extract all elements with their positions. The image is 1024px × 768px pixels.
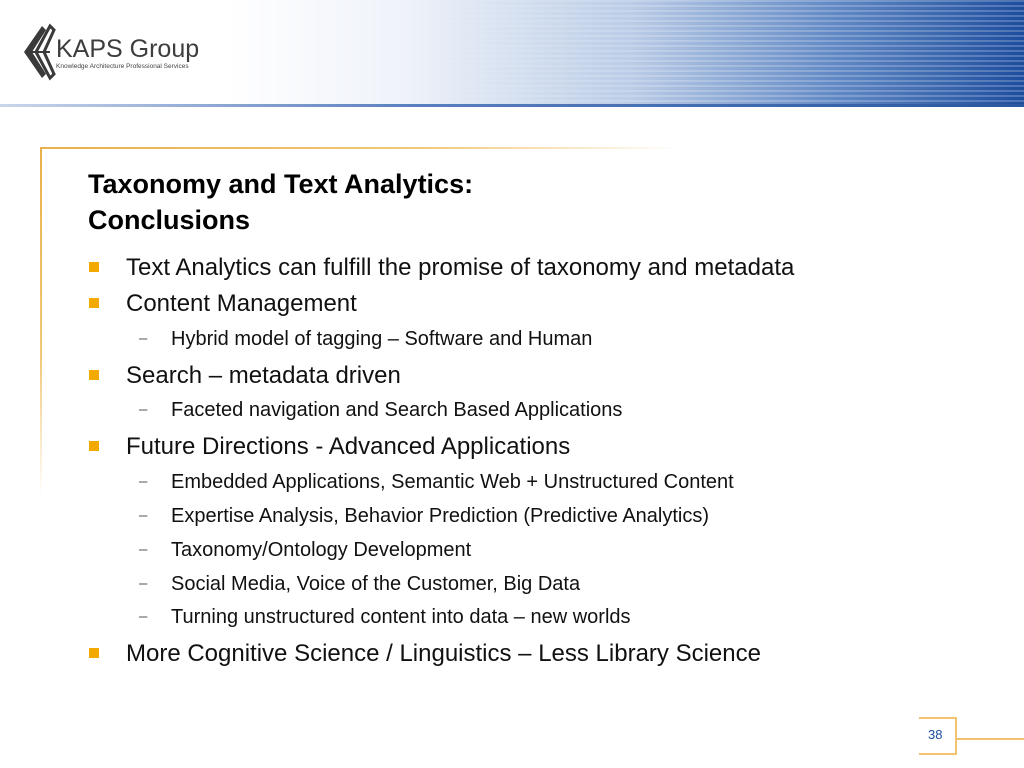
bullet-text: Future Directions - Advanced Applications	[126, 433, 571, 460]
sub-bullet-item	[139, 328, 593, 351]
bullet-item	[126, 254, 794, 282]
bullet-item	[126, 433, 570, 461]
kaps-logo	[20, 22, 220, 82]
kaps-chevron-icon	[20, 22, 60, 82]
bullet-item	[126, 640, 761, 668]
sub-bullet-item	[139, 471, 734, 494]
logo-name: KAPS Group	[56, 35, 200, 63]
bullet-square-icon	[89, 648, 99, 658]
dash-icon: –	[139, 507, 148, 524]
sub-bullet-item	[139, 573, 581, 596]
slide-title-line-1: Taxonomy and Text Analytics:	[88, 169, 474, 199]
bullet-text: Content Management	[126, 290, 357, 317]
sub-bullet-text: Expertise Analysis, Behavior Prediction (Predictive Analytics)	[171, 505, 710, 527]
sub-bullet-item	[139, 399, 623, 422]
frame-top-line	[40, 147, 680, 149]
sub-bullet-text: Hybrid model of tagging – Software and Human	[171, 328, 593, 350]
page-number-line	[957, 738, 1024, 740]
bullet-square-icon	[89, 441, 99, 451]
bullet-square-icon	[89, 298, 99, 308]
sub-bullet-text: Social Media, Voice of the Customer, Big Data	[171, 573, 581, 595]
bullet-item	[126, 362, 401, 390]
bullet-square-icon	[89, 370, 99, 380]
dash-icon: –	[139, 330, 148, 347]
bullet-text: Search – metadata driven	[126, 362, 401, 389]
sub-bullet-item	[139, 606, 631, 629]
header-divider	[0, 104, 1024, 107]
dash-icon: –	[139, 541, 148, 558]
bullet-square-icon	[89, 262, 99, 272]
sub-bullet-text: Taxonomy/Ontology Development	[171, 539, 472, 561]
logo-tagline: Knowledge Architecture Professional Services	[56, 63, 189, 70]
dash-icon: –	[139, 473, 148, 490]
sub-bullet-item	[139, 539, 472, 562]
slide-title-line-2: Conclusions	[88, 205, 251, 235]
header-stripes	[384, 0, 1024, 106]
page-number: 38	[928, 727, 943, 742]
dash-icon: –	[139, 401, 148, 418]
sub-bullet-text: Embedded Applications, Semantic Web + Unstructured Content	[171, 471, 734, 493]
bullet-text: Text Analytics can fulfill the promise of taxonomy and metadata	[126, 254, 795, 281]
frame-left-line	[40, 147, 42, 497]
sub-bullet-text: Turning unstructured content into data – new worlds	[171, 606, 631, 628]
dash-icon: –	[139, 575, 148, 592]
slide-title	[88, 166, 788, 238]
sub-bullet-item	[139, 505, 710, 528]
bullet-item	[126, 290, 357, 318]
dash-icon: –	[139, 608, 148, 625]
bullet-text: More Cognitive Science / Linguistics – Less Library Science	[126, 640, 761, 667]
sub-bullet-text: Faceted navigation and Search Based Applications	[171, 399, 623, 421]
